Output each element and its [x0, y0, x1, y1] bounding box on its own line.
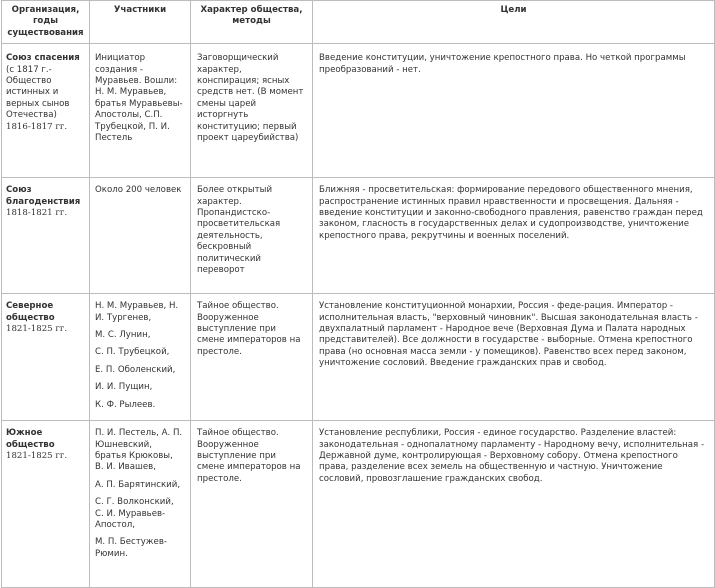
nature-cell: Тайное общество. Вооруженное выступление при смене императоров на престоле.	[191, 294, 313, 421]
member-entry: С. Г. Волконский, С. И. Муравьев-Апостол,	[95, 497, 174, 531]
header-org: Организация, годы существования	[2, 1, 90, 44]
goals-cell: Установление конституционной монархии, Россия - феде-рация. Император - исполнительная власть, "верховный чиновник". Высшая законодательная власть - двухпалатный парламент - Народное вече (Верховная Дума и Палата народных представителей). Все должности в государстве - выборные. Отмена крепостного права (но основная масса земли - у помещиков). Равенство всех перед законом, уничтожение сословий. Введение гражданских прав и свобод.	[313, 294, 715, 421]
table-row	[2, 421, 715, 588]
member-entry: П. И. Пестель, А. П. Юшневский, братья Крюковы, В. И. Ивашев,	[95, 428, 183, 473]
decembrist-societies-table	[1, 0, 715, 588]
goals-cell: Ближняя - просветительская: формирование передового общественного мнения, распространение истинных правил нравственности и просвещения. Дальняя - введение конституции и законно-свободного правления, равенство граждан перед законом, гласность в государственных делах и судопроизводстве, уничтожение крепостного права, рекрутчины и военных поселений.	[313, 178, 715, 294]
org-name: Союз благоденствия	[6, 185, 81, 207]
member-entry: И. И. Пущин,	[95, 382, 153, 393]
table-header-row	[2, 1, 715, 44]
member-entry: Н. М. Муравьев, Н. И. Тургенев,	[95, 301, 179, 323]
members-cell	[90, 294, 191, 421]
nature-cell: Заговорщический характер, конспирация; ясных средств нет. (В момент смены царей исторгнуть конституцию; первый проект цареубийства)	[191, 44, 313, 178]
member-entry: М. П. Бестужев-Рюмин.	[95, 537, 167, 559]
org-cell	[2, 421, 90, 588]
member-entry: М. С. Лунин,	[95, 330, 151, 341]
member-entry: С. П. Трубецкой,	[95, 347, 170, 358]
org-cell	[2, 44, 90, 178]
header-members: Участники	[90, 1, 191, 44]
org-name: Северное общество	[6, 301, 55, 323]
member-entry: Инициатор создания - Муравьев. Вошли: Н. М. Муравьев, братья Муравьевы-Апостолы, С.П. Трубецкой, П. И. Пестель	[95, 53, 183, 144]
table-row	[2, 44, 715, 178]
header-goals: Цели	[313, 1, 715, 44]
members-cell	[90, 44, 191, 178]
member-entry: К. Ф. Рылеев.	[95, 399, 156, 410]
header-nature: Характер общества, методы	[191, 1, 313, 44]
org-years: 1821-1825 гг.	[6, 451, 68, 462]
nature-cell: Тайное общество. Вооруженное выступление при смене императоров на престоле.	[191, 421, 313, 588]
org-years: 1818-1821 гг.	[6, 208, 68, 219]
org-years: 1821-1825 гг.	[6, 324, 68, 335]
member-entry: А. П. Барятинский,	[95, 479, 181, 490]
org-cell	[2, 294, 90, 421]
org-cell	[2, 178, 90, 294]
table-row	[2, 294, 715, 421]
goals-cell: Введение конституции, уничтожение крепостного права. Но четкой программы преобразований - нет.	[313, 44, 715, 178]
org-name: Союз спасения	[6, 53, 80, 64]
member-entry: Около 200 человек	[95, 185, 182, 196]
members-cell	[90, 178, 191, 294]
org-note: (с 1817 г.- Общество истинных и верных сынов Отечества)	[6, 64, 70, 121]
org-name: Южное общество	[6, 428, 55, 450]
nature-cell: Более открытый характер. Пропандистско-просветительская деятельность, бескровный политический переворот	[191, 178, 313, 294]
members-cell	[90, 421, 191, 588]
member-entry: Е. П. Оболенский,	[95, 364, 176, 375]
org-years: 1816-1817 гг.	[6, 121, 68, 132]
table-row	[2, 178, 715, 294]
goals-cell: Установление республики, Россия - единое государство. Разделение властей: законодательная - однопалатному парламенту - Народному вечу, исполнительная - Державной думе, контролирующая - Верховному собору. Отмена крепостного права, разделение всех земель на общественную и частную. Уничтожение сословий, провозглашение гражданских свобод.	[313, 421, 715, 588]
